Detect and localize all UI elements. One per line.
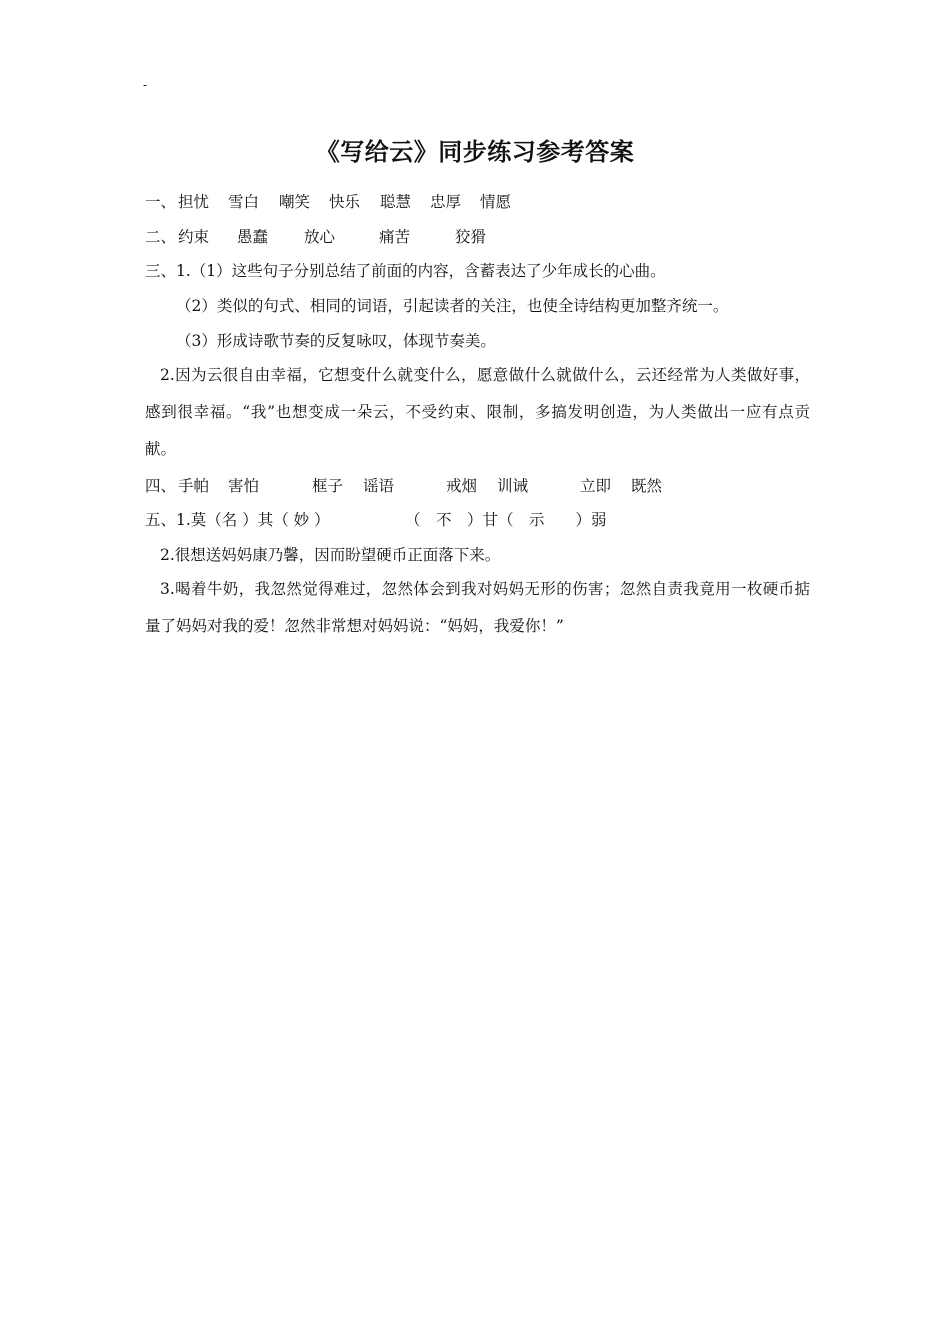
answer-word: 担忧 xyxy=(178,193,210,211)
header-mark: - xyxy=(143,78,148,92)
section-5-q1 xyxy=(145,510,810,530)
section-2-answers xyxy=(145,227,810,247)
answer-word: 痛苦 xyxy=(379,228,411,246)
answer-word: 雪白 xyxy=(228,193,260,211)
answer-word: 放心 xyxy=(304,228,336,246)
answer-word: 谣语 xyxy=(363,477,395,495)
section-1-label: 一、 xyxy=(145,193,177,211)
answer-word: 戒烟 xyxy=(446,477,478,495)
section-4-answers xyxy=(145,476,810,496)
answer-word: 害怕 xyxy=(228,477,260,495)
answer-word: 约束 xyxy=(178,228,210,246)
section-3-q1-1: 三、1.（1）这些句子分别总结了前面的内容，含蓄表达了少年成长的心曲。 xyxy=(145,262,666,280)
answer-word: 快乐 xyxy=(329,193,361,211)
section-3-q2: 2.因为云很自由幸福，它想变什么就变什么，愿意做什么就做什么，云还经常为人类做好事，感到很幸福。“我”也想变成一朵云，不受约束、限制，多搞发明创造，为人类做出一应有点贡献。 xyxy=(145,366,810,458)
section-5-q2: 2.很想送妈妈康乃馨，因而盼望硬币正面落下来。 xyxy=(160,546,501,564)
section-5-q3: 3.喝着牛奶，我忽然觉得难过，忽然体会到我对妈妈无形的伤害；忽然自责我竟用一枚硬币掂量了妈妈对我的爱！忽然非常想对妈妈说：“妈妈，我爱你！” xyxy=(145,580,810,635)
answer-word: 手帕 xyxy=(178,477,210,495)
document-title: 《写给云》同步练习参考答案 xyxy=(315,137,635,166)
answer-word: 立即 xyxy=(580,477,612,495)
answer-word: 既然 xyxy=(631,477,663,495)
answer-word: 忠厚 xyxy=(430,193,462,211)
section-3-q1-2: （2）类似的句式、相同的词语，引起读者的关注，也使全诗结构更加整齐统一。 xyxy=(176,297,729,315)
section-1-answers xyxy=(145,192,810,212)
answer-word: 训诫 xyxy=(497,477,529,495)
answer-word: 愚蠢 xyxy=(237,228,269,246)
section-3-q1-3: （3）形成诗歌节奏的反复咏叹，体现节奏美。 xyxy=(176,332,496,350)
section-2-label: 二、 xyxy=(145,228,177,246)
section-5-q1-part1: 五、1.莫（名 ）其（ 妙 ） xyxy=(145,511,330,529)
section-5-q1-part2: （ 不 ）甘（ 示 ）弱 xyxy=(405,511,607,529)
answer-word: 狡猾 xyxy=(455,228,487,246)
answer-word: 聪慧 xyxy=(380,193,412,211)
section-4-label: 四、 xyxy=(145,477,177,495)
answer-word: 嘲笑 xyxy=(279,193,311,211)
answer-word: 框子 xyxy=(312,477,344,495)
answer-word: 情愿 xyxy=(480,193,512,211)
